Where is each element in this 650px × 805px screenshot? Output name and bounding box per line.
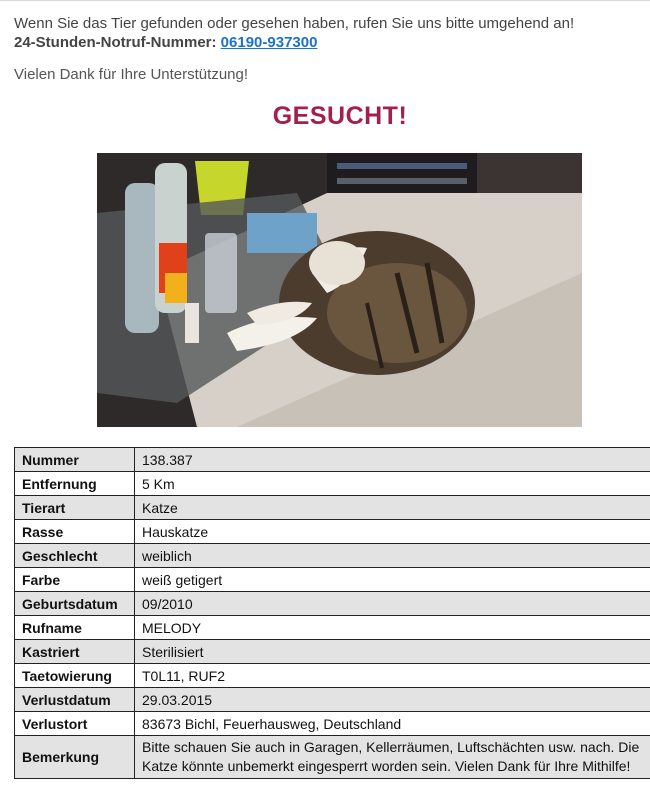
hotline-phone-link[interactable]: 06190-937300 — [220, 34, 318, 51]
row-label: Kastriert — [15, 640, 135, 664]
table-row — [15, 472, 650, 496]
row-value: 09/2010 — [135, 592, 650, 616]
row-label: Verlustdatum — [15, 688, 135, 712]
row-label: Farbe — [15, 568, 135, 592]
row-label: Rufname — [15, 616, 135, 640]
row-label: Bemerkung — [15, 736, 135, 779]
row-label: Nummer — [15, 448, 135, 472]
row-value: Katze — [135, 496, 650, 520]
row-label: Geburtsdatum — [15, 592, 135, 616]
top-divider — [0, 0, 650, 1]
details-table — [14, 447, 650, 779]
row-value: weiblich — [135, 544, 650, 568]
table-row — [15, 592, 650, 616]
row-value: weiß getigert — [135, 568, 650, 592]
cat-photo — [97, 153, 582, 427]
table-row — [15, 712, 650, 736]
row-value: 29.03.2015 — [135, 688, 650, 712]
table-row — [15, 616, 650, 640]
row-label: Tierart — [15, 496, 135, 520]
row-label: Geschlecht — [15, 544, 135, 568]
table-row — [15, 736, 650, 779]
hotline-line — [14, 33, 574, 52]
row-value: T0L11, RUF2 — [135, 664, 650, 688]
table-row — [15, 448, 650, 472]
row-value: Hauskatze — [135, 520, 650, 544]
row-label: Verlustort — [15, 712, 135, 736]
row-value: 83673 Bichl, Feuerhausweg, Deutschland — [135, 712, 650, 736]
row-label: Entfernung — [15, 472, 135, 496]
table-row — [15, 688, 650, 712]
row-value: Bitte schauen Sie auch in Garagen, Kellerräumen, Luftschächten usw. nach. Die Katze könnte unbemerkt eingesperrt worden sein. Vielen Dank für Ihre Mithilfe! — [135, 736, 650, 779]
hotline-label: 24-Stunden-Notruf-Nummer: — [14, 34, 217, 51]
intro-text — [14, 14, 574, 52]
row-label: Taetowierung — [15, 664, 135, 688]
row-value: 5 Km — [135, 472, 650, 496]
table-row — [15, 496, 650, 520]
table-row — [15, 640, 650, 664]
intro-line: Wenn Sie das Tier gefunden oder gesehen haben, rufen Sie uns bitte umgehend an! — [14, 15, 575, 32]
row-value: 138.387 — [135, 448, 650, 472]
table-row — [15, 544, 650, 568]
row-value: MELODY — [135, 616, 650, 640]
table-row — [15, 664, 650, 688]
page-title: GESUCHT! — [272, 102, 408, 130]
thanks-text: Vielen Dank für Ihre Unterstützung! — [14, 66, 249, 83]
cat-photo-image — [97, 153, 582, 427]
row-label: Rasse — [15, 520, 135, 544]
table-row — [15, 568, 650, 592]
row-value: Sterilisiert — [135, 640, 650, 664]
table-row — [15, 520, 650, 544]
